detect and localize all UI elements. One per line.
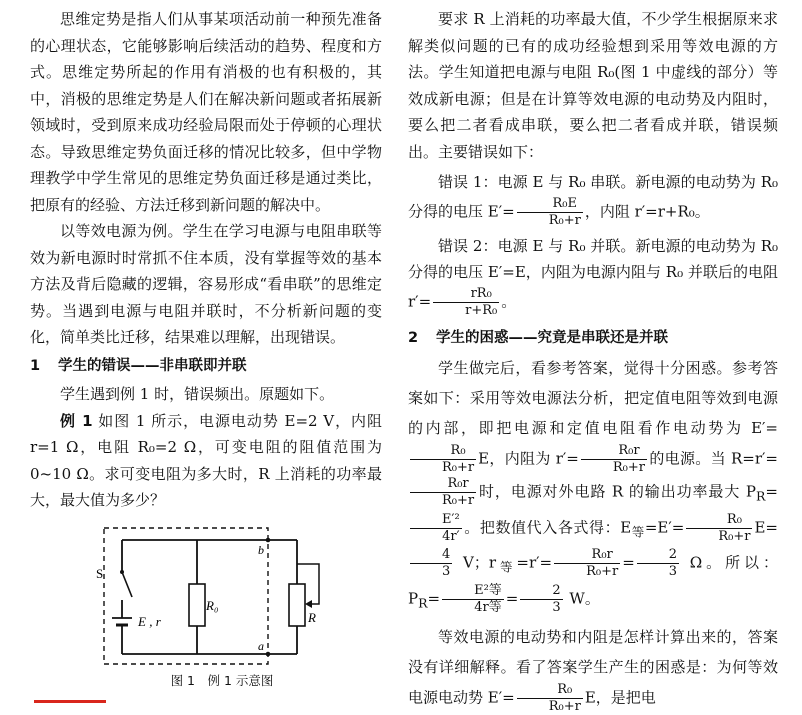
example-label: 例 1 <box>60 411 93 430</box>
numerator: R₀E <box>517 196 583 213</box>
section-number: 1 <box>30 357 41 374</box>
text: =r′= <box>516 553 553 572</box>
text: W。 <box>564 589 600 607</box>
denominator: r+R₀ <box>465 302 498 318</box>
numerator: 2 <box>520 583 562 600</box>
denominator: R₀+r <box>548 212 581 228</box>
subscript: R <box>756 488 766 504</box>
denominator: R₀+r <box>548 699 581 714</box>
denominator: 4r′ <box>442 528 460 544</box>
text: E，是把电 <box>584 688 656 707</box>
label-er: E , r <box>138 613 161 629</box>
right-column <box>408 6 778 715</box>
text: 等效电源的电动势和内阻是怎样计算出来的，答案没有详细解释。看了答案学生产生的困惑是：为何等效电源电动势 E′= <box>408 628 778 707</box>
resistor-r0 <box>189 584 205 626</box>
paragraph: 思维定势是指人们从事某项活动前一种预先准备的心理状态，它能够影响后续活动的趋势、程度和方式。思维定势所起的作用有消极的也有积极的，其中，消极的思维定势是人们在解决新问题或者拓展新领域时，受到原来成功经验局限而处于停顿的心理状态。导致思维定势负面迁移的情况比较多，但中学物理教学中学生常见的思维定势负面迁移是通过类比，把原有的经验、方法迁移到新问题的解决中。 <box>30 10 382 214</box>
denominator: 3 <box>442 564 451 579</box>
error-2 <box>408 233 778 319</box>
text: E，内阻为 r′= <box>478 449 579 468</box>
fraction <box>410 443 476 476</box>
denominator: 3 <box>668 564 678 579</box>
example-paragraph <box>30 408 382 514</box>
fraction <box>410 547 452 580</box>
text: 学生做完后，看参考答案，觉得十分困惑。参考答案如下：采用等效电源法分析，把定值电阻等效到电源的内部，即把电源和定值电阻看作电动势为 E′= <box>408 359 778 437</box>
denominator: R₀+r <box>442 493 475 508</box>
numerator: 4 <box>410 547 452 564</box>
denominator: R₀+r <box>442 460 475 475</box>
fraction <box>637 547 679 580</box>
fraction <box>410 512 462 545</box>
subscript: R <box>418 595 428 610</box>
circuit-figure <box>92 522 352 672</box>
paragraph <box>408 622 778 715</box>
numerator: R₀r <box>410 476 476 493</box>
label-r: R <box>308 609 316 625</box>
text: V；r <box>454 553 496 572</box>
numerator: E′² <box>410 512 462 529</box>
fraction <box>433 286 499 319</box>
fraction <box>581 443 647 476</box>
numerator: 2 <box>637 547 679 564</box>
fraction <box>442 583 504 616</box>
section-number: 2 <box>408 329 419 346</box>
numerator: R₀r <box>554 547 620 564</box>
text: E= <box>754 518 778 536</box>
text: 错误 1：电源 E 与 R₀ 串联。新电源的电动势为 R₀ 分得的电压 E′= <box>408 173 778 220</box>
section-title: 学生的错误——非串联即并联 <box>58 357 247 374</box>
text: = <box>505 589 519 607</box>
label-b: b <box>258 542 264 557</box>
dashed-boundary <box>104 528 268 664</box>
numerator: R₀r <box>581 443 647 460</box>
denominator: R₀+r <box>718 528 751 544</box>
variable-resistor <box>289 584 305 626</box>
text: 时，电源对外电路 R 的输出功率最大 P <box>478 482 756 501</box>
numerator: E²等 <box>442 583 504 600</box>
numerator: rR₀ <box>433 286 499 303</box>
text: = <box>427 589 441 607</box>
label-s: S <box>96 565 104 581</box>
left-column <box>30 6 382 690</box>
label-r0: R₀ <box>206 597 219 613</box>
numerator: R₀ <box>517 682 583 699</box>
fraction <box>554 547 620 580</box>
label-a: a <box>258 638 264 653</box>
switch-icon <box>122 572 132 597</box>
text: = <box>622 553 635 572</box>
denominator: 4r等 <box>474 599 502 615</box>
example-text: 如图 1 所示，电源电动势 E=2 V，内阻 r=1 Ω，电阻 R₀=2 Ω，可变电阻的阻值范围为 0~10 Ω。求可变电阻为多大时，R 上消耗的功率最大，最大值为多少？ <box>30 411 382 509</box>
answer-paragraph <box>408 353 778 618</box>
denominator: 3 <box>552 599 561 615</box>
paragraph: 以等效电源为例。学生在学习电源与电阻串联等效为新电源时时常抓不住本质，没有掌握等效的基本方法及背后隐藏的逻辑，容易形成“看串联”的思维定势。当遇到电源与电阻并联时，不分析新问题的变化，简单类比迁移，结果难以理解，出现错误。 <box>30 222 382 346</box>
denominator: R₀+r <box>586 564 619 579</box>
section-heading-1 <box>30 353 382 380</box>
numerator: R₀ <box>410 443 476 460</box>
fraction <box>517 196 583 229</box>
text: ，内阻 r′=r+R₀。 <box>584 202 710 220</box>
fraction <box>517 682 583 715</box>
text: Ω。所以：P <box>408 553 778 607</box>
paragraph: 学生遇到例 1 时，错误频出。原题如下。 <box>60 385 335 403</box>
subscript: 等 <box>631 524 645 539</box>
error-1 <box>408 169 778 229</box>
section-heading-2 <box>408 325 778 352</box>
section-title: 学生的困惑——究竟是串联还是并联 <box>436 329 668 346</box>
denominator: R₀+r <box>612 460 645 475</box>
fraction <box>410 476 476 509</box>
text: = <box>765 482 778 501</box>
numerator: R₀ <box>686 512 752 529</box>
text: 。 <box>501 292 517 310</box>
circuit-diagram <box>92 522 352 672</box>
subscript: 等 <box>496 559 517 575</box>
text: =E′= <box>644 518 685 536</box>
fraction <box>520 583 562 616</box>
text: 。把数值代入各式得：E <box>463 518 632 536</box>
text: 错误 2：电源 E 与 R₀ 并联。新电源的电动势为 R₀ 分得的电压 E′=E，内阻为电源内阻与 R₀ 并联后的电阻 r′= <box>408 236 778 310</box>
paragraph: 要求 R 上消耗的功率最大值，不少学生根据原来求解类似问题的已有的成功经验想到采用等效电源的方法。学生知道把电源与电阻 R₀(图 1 中虚线的部分）等效成新电源；但是在计算等效电源的电动势及内阻时，要么把二者看成串联，要么把二者看成并联，错误频出。主要错误如下： <box>408 10 778 161</box>
text: 的电源。当 R=r′= <box>649 449 778 468</box>
accent-line <box>34 700 106 703</box>
figure-caption: 图 1 例 1 示意图 <box>170 672 274 688</box>
fraction <box>686 512 752 545</box>
